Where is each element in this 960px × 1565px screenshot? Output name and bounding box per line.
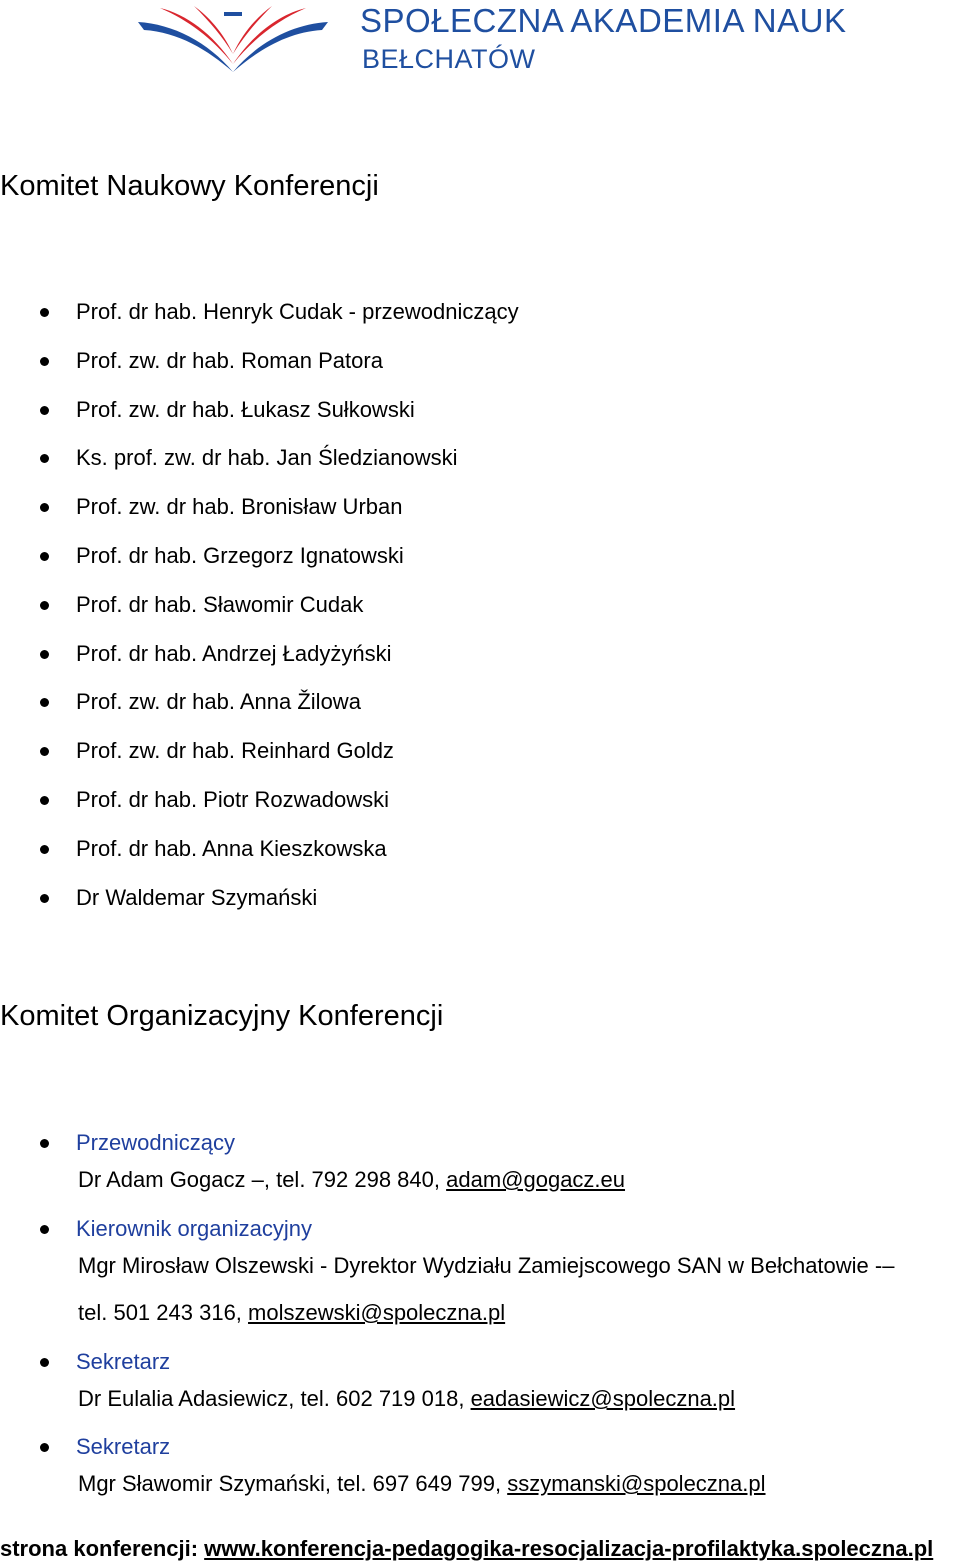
- member-name: Prof. zw. dr hab. Reinhard Goldz: [76, 738, 394, 764]
- email-link[interactable]: eadasiewicz@spoleczna.pl: [470, 1386, 736, 1411]
- bullet-icon: [40, 357, 49, 366]
- contact-line: [78, 1467, 766, 1501]
- role-label: Sekretarz: [76, 1349, 171, 1374]
- role-label: Sekretarz: [76, 1434, 171, 1459]
- conference-website: [0, 1536, 933, 1562]
- contact-text: Dr Eulalia Adasiewicz, tel. 602 719 018,: [78, 1386, 471, 1411]
- member-name: Prof. dr hab. Sławomir Cudak: [76, 591, 364, 617]
- bullet-icon: [40, 552, 49, 561]
- member-name: Prof. zw. dr hab. Bronisław Urban: [76, 494, 403, 520]
- website-label: strona konferencji:: [0, 1536, 205, 1561]
- scientific-committee-title: Komitet Naukowy Konferencji: [0, 170, 379, 202]
- member-name: Ks. prof. zw. dr hab. Jan Śledzianowski: [76, 445, 458, 471]
- member-name: Prof. zw. dr hab. Roman Patora: [76, 347, 383, 373]
- contact-line: [78, 1296, 505, 1330]
- brand-name: SPOŁECZNA AKADEMIA NAUK: [360, 2, 847, 39]
- bullet-icon: [40, 601, 49, 610]
- bullet-icon: [40, 1139, 49, 1148]
- bullet-icon: [40, 845, 49, 854]
- member-name: Dr Waldemar Szymański: [76, 884, 318, 910]
- bullet-icon: [40, 308, 49, 317]
- member-name: Prof. dr hab. Grzegorz Ignatowski: [76, 542, 404, 568]
- member-name: Prof. dr hab. Piotr Rozwadowski: [76, 786, 390, 812]
- contact-line: [78, 1382, 735, 1416]
- open-book-logo-icon: [138, 2, 328, 74]
- contact-line: [78, 1163, 625, 1197]
- member-name: Prof. zw. dr hab. Łukasz Sułkowski: [76, 396, 415, 422]
- contact-text: Mgr Sławomir Szymański, tel. 697 649 799,: [78, 1471, 508, 1496]
- bullet-icon: [40, 698, 49, 707]
- bullet-icon: [40, 796, 49, 805]
- contact-text: Mgr Mirosław Olszewski - Dyrektor Wydziału Zamiejscowego SAN w Bełchatowie -–: [78, 1253, 895, 1278]
- contact-line: [78, 1249, 894, 1283]
- page-header: [0, 0, 960, 80]
- bullet-icon: [40, 747, 49, 756]
- organizing-committee-title: Komitet Organizacyjny Konferencji: [0, 1000, 444, 1032]
- bullet-icon: [40, 894, 49, 903]
- bullet-icon: [40, 503, 49, 512]
- bullet-icon: [40, 650, 49, 659]
- bullet-icon: [40, 406, 49, 415]
- role-label: Przewodniczący: [76, 1130, 235, 1155]
- email-link[interactable]: molszewski@spoleczna.pl: [248, 1300, 506, 1325]
- bullet-icon: [40, 1225, 49, 1234]
- email-link[interactable]: adam@gogacz.eu: [446, 1167, 626, 1192]
- bullet-icon: [40, 1443, 49, 1452]
- brand-location: BEŁCHATÓW: [362, 44, 536, 74]
- role-label: Kierownik organizacyjny: [76, 1216, 312, 1241]
- bullet-icon: [40, 1358, 49, 1367]
- member-name: Prof. dr hab. Anna Kieszkowska: [76, 835, 387, 861]
- member-name: Prof. dr hab. Henryk Cudak - przewodniczący: [76, 299, 519, 324]
- member-name: Prof. dr hab. Andrzej Ładyżyński: [76, 640, 392, 666]
- member-name: Prof. zw. dr hab. Anna Žilowa: [76, 689, 361, 715]
- contact-text: Dr Adam Gogacz –, tel. 792 298 840,: [78, 1167, 447, 1192]
- website-link[interactable]: www.konferencja-pedagogika-resocjalizacja-profilaktyka.spoleczna.pl: [204, 1536, 934, 1561]
- email-link[interactable]: sszymanski@spoleczna.pl: [507, 1471, 766, 1496]
- bullet-icon: [40, 454, 49, 463]
- contact-text: tel. 501 243 316,: [78, 1300, 249, 1325]
